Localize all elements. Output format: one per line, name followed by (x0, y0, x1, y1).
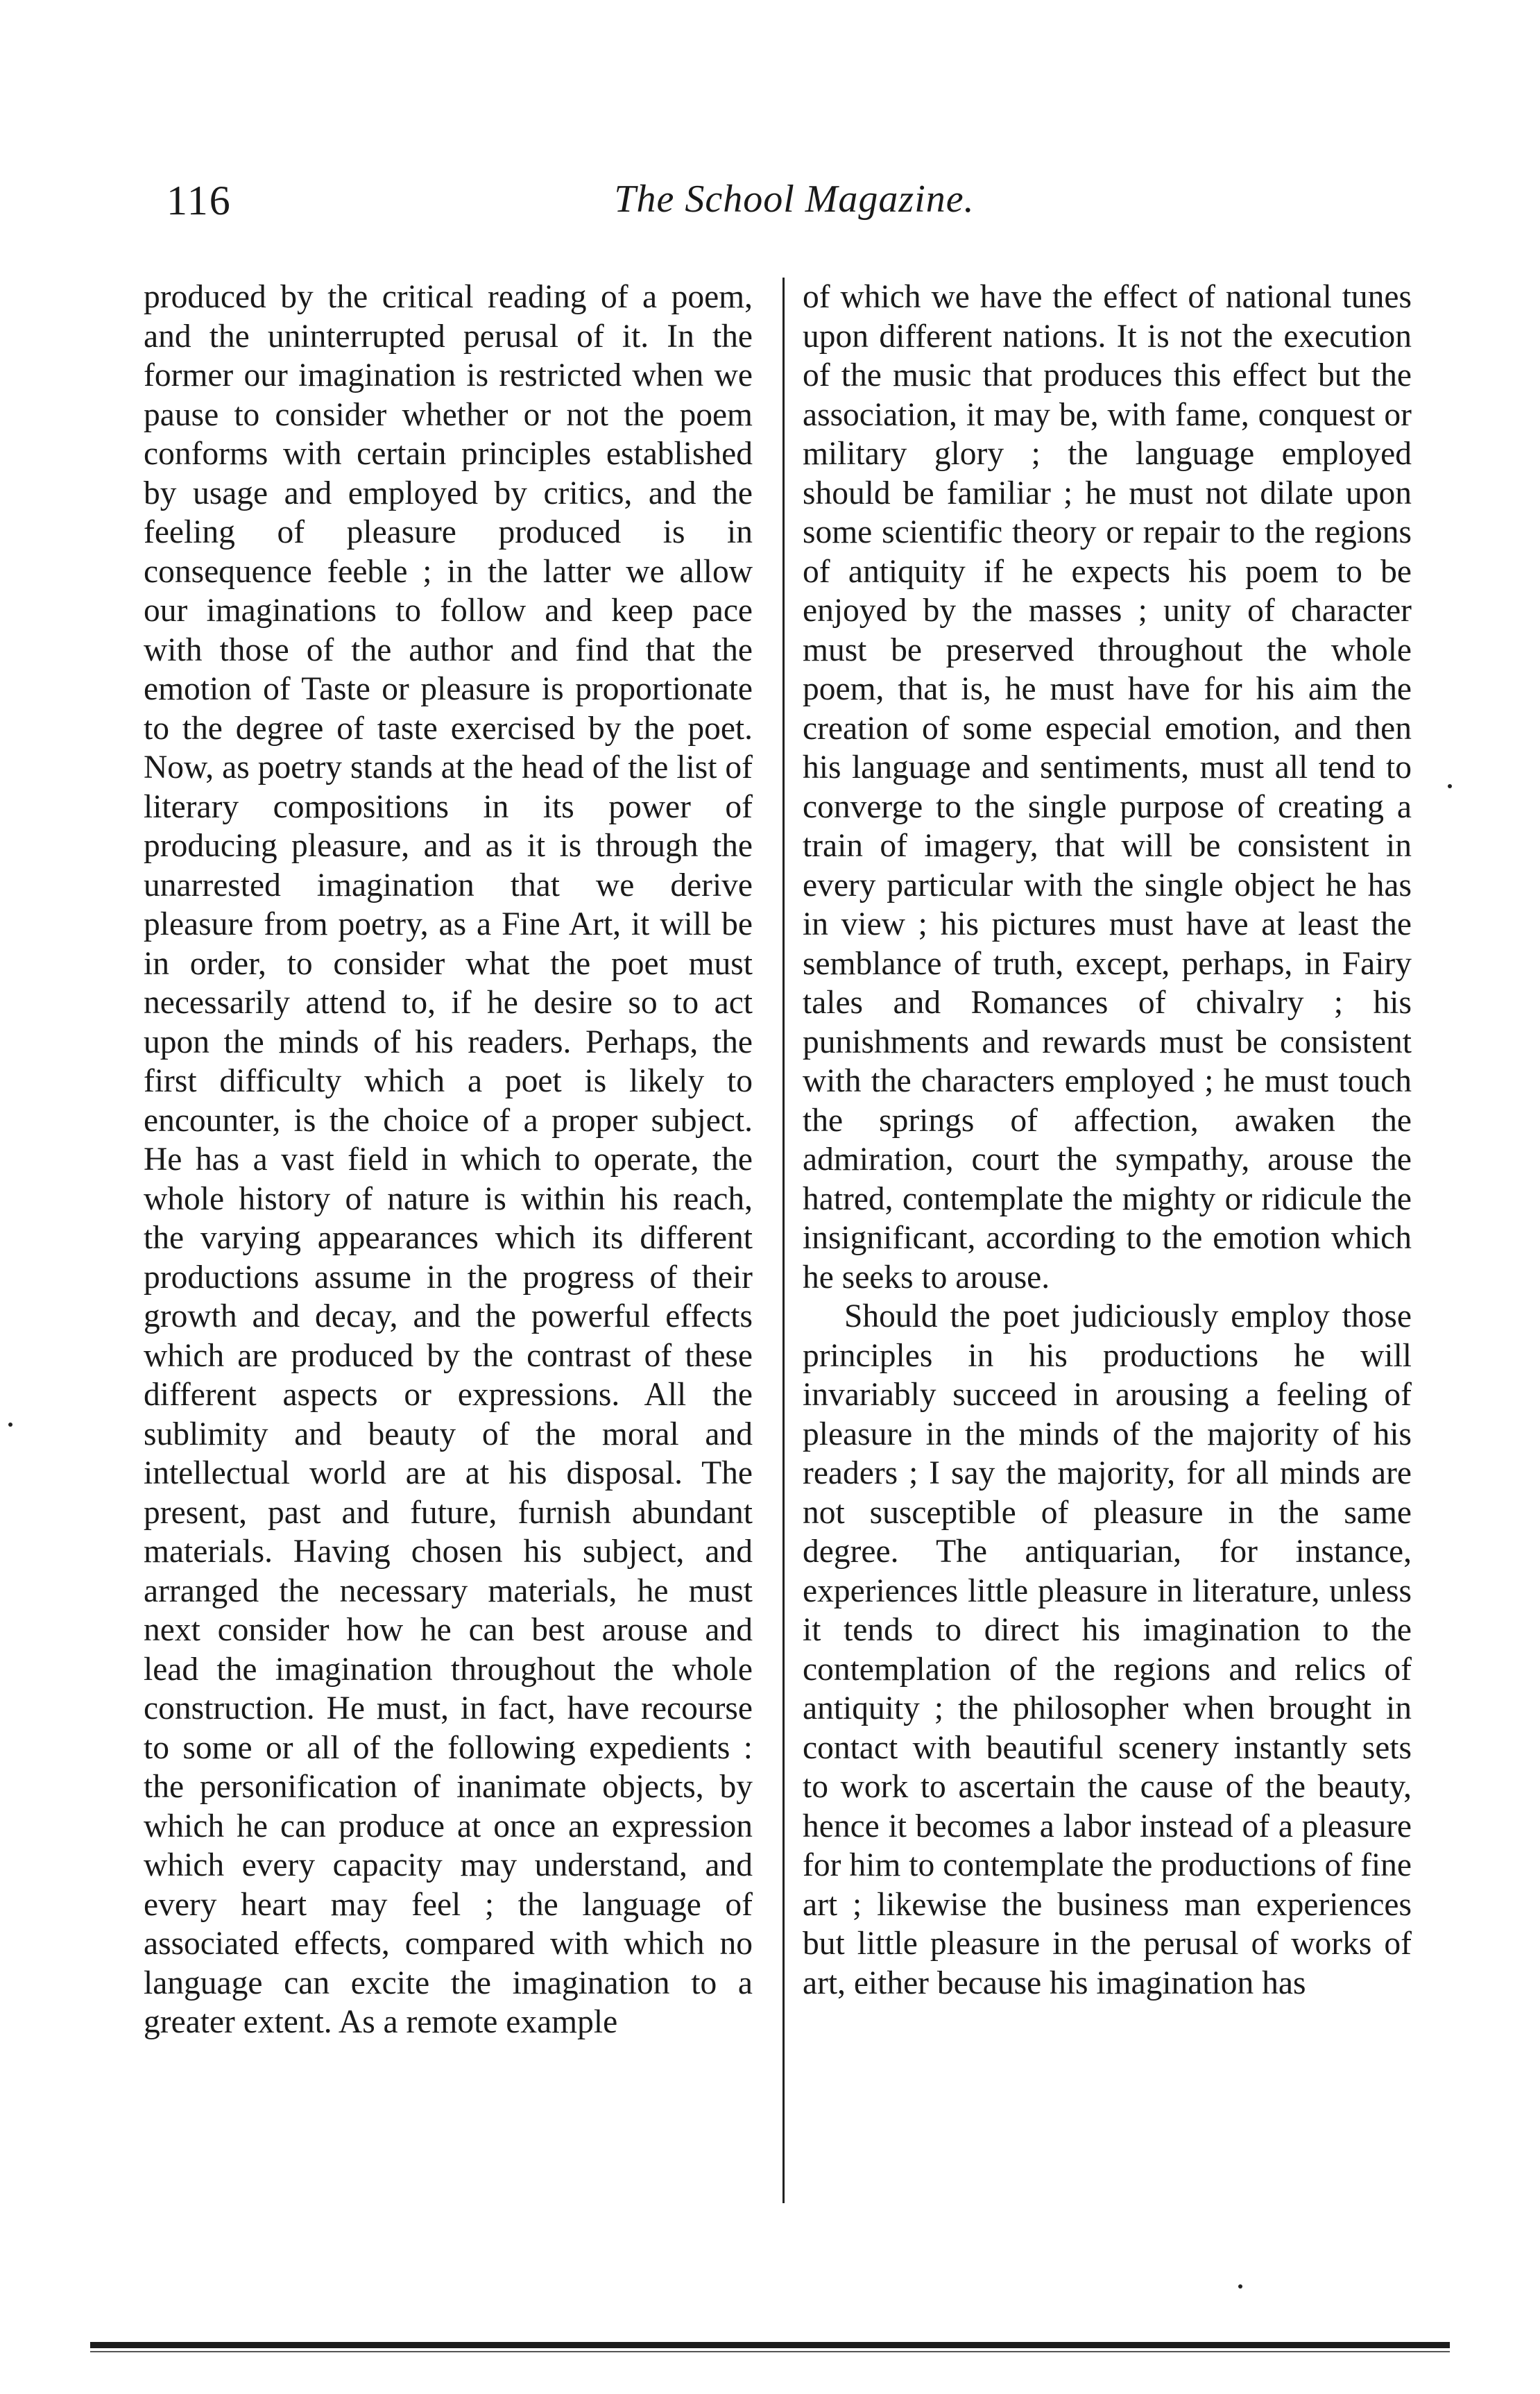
page-header (166, 177, 1422, 239)
print-speck (8, 1423, 12, 1427)
column-divider (782, 278, 785, 2203)
right-column-paragraph-1: of which we have the effect of national tunes upon different nations. It is not the execution of the music that produces this effect but the association, it may be, with fame, conquest or military glory ; the language employed should be familiar ; he must not dilate upon some scientific theory or repair to the regions of antiquity if he expects his poem to be enjoyed by the masses ; unity of character must be preserved throughout the whole poem, that is, he must have for his aim the creation of some especial emotion, and then his language and sentiments, must all tend to converge to the single purpose of creating a train of imagery, that will be consistent in every particular with the single object he has in view ; his pictures must have at least the semblance of truth, except, perhaps, in Fairy tales and Romances of chivalry ; his punishments and rewards must be consistent with the characters employed ; he must touch the springs of affection, awaken the admiration, court the sympathy, arouse the hatred, contemplate the mighty or ridicule the insignificant, according to the emotion which he seeks to arouse. (803, 279, 1412, 1296)
print-speck (1448, 784, 1452, 788)
left-column-paragraph: produced by the critical reading of a poem, and the uninterrupted perusal of it. In the former our imagination is restricted when we pause to consider whether or not the poem conforms with certain principles established by usage and employed by critics, and the feeling of pleasure produced is in consequence feeble ; in the latter we allow our imaginations to follow and keep pace with those of the author and find that the emotion of Taste or pleasure is proportionate to the degree of taste exercised by the poet. Now, as poetry stands at the head of the list of literary compositions in its power of producing pleasure, and as it is through the unarrested imagination that we derive pleasure from poetry, as a Fine Art, it will be in order, to consider what the poet must necessarily attend to, if he desire so to act upon the minds of his readers. Perhaps, the first difficulty which a poet is likely to encounter, is the choice of a proper subject. He has a vast field in which to operate, the whole history of nature is within his reach, the varying appearances which its different productions assume in the progress of their growth and decay, and the powerful effects which are produced by the contrast of these different aspects or expressions. All the sublimity and beauty of the moral and intellectual world are at his disposal. The present, past and future, furnish abundant materials. Having chosen his subject, and arranged the necessary materials, he must next consider how he can best arouse and lead the imagination throughout the whole construction. He must, in fact, have recourse to some or all of the following expedients : the personification of inanimate objects, by which he can produce at once an expression which every capacity may understand, and every heart may feel ; the language of associated effects, compared with which no language can excite the imagination to a greater extent. As a remote example (144, 279, 753, 2040)
left-column (144, 278, 753, 2042)
page-number: 116 (166, 178, 232, 223)
right-column-paragraph-2: Should the poet judiciously employ those principles in his productions he will invariably succeed in arousing a feeling of pleasure in the minds of the majority of his readers ; I say the majority, for all minds are not susceptible of pleasure in the same degree. The antiquarian, for instance, experiences little pleasure in literature, unless it tends to direct his imagination to the contemplation of the regions and relics of antiquity ; the philosopher when brought in contact with beautiful scenery instantly sets to work to ascertain the cause of the beauty, hence it becomes a labor instead of a pleasure for him to contemplate the productions of fine art ; likewise the business man experiences but little pleasure in the perusal of works of art, either because his imagination has (803, 1298, 1412, 2001)
print-speck (1238, 2284, 1242, 2289)
right-column (803, 278, 1412, 2003)
running-title: The School Magazine. (614, 178, 975, 221)
footer-rule-thin (90, 2351, 1450, 2352)
footer-rule (90, 2342, 1450, 2348)
